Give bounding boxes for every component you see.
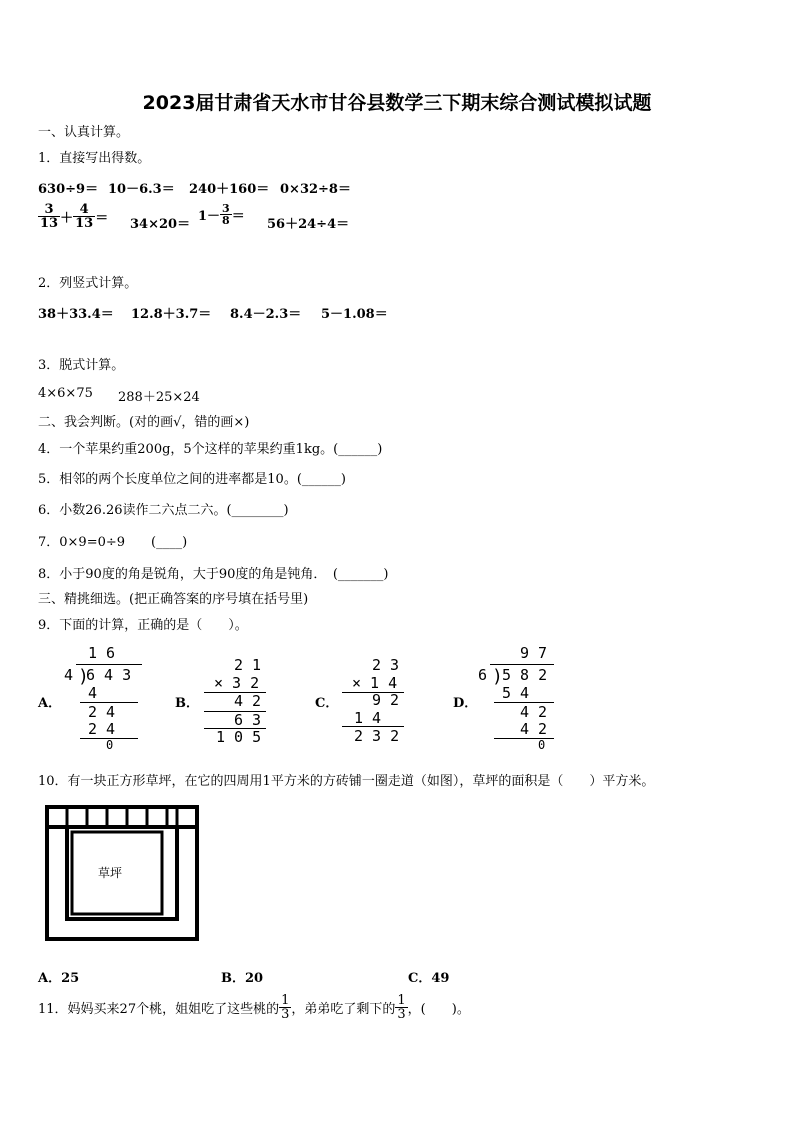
q4: 4．一个苹果约重200g，5个这样的苹果约重1kg。(______): [38, 442, 383, 457]
fraction: $\frac{3}{13}$: [40, 202, 59, 231]
q9-label: 9．下面的计算，正确的是（ ）。: [38, 618, 248, 633]
section-2-heading: 二、我会判断。(对的画√，错的画×): [38, 415, 250, 430]
q2-item-2: 12.8＋3.7＝: [131, 307, 212, 322]
q1-label: 1．直接写出得数。: [38, 151, 151, 166]
q10-option-c: C．49: [408, 971, 450, 986]
q9-option-d-label: D．: [453, 696, 478, 711]
fraction: $\frac{1}{3}$: [397, 993, 406, 1022]
q7: 7．0×9=0÷9 (____): [38, 535, 188, 550]
fraction: $\frac{1}{3}$: [281, 993, 290, 1022]
q9-option-b-multiplication: 2 1 × 3 2 4 2 6 3 1 0 5: [200, 656, 280, 748]
page-title: 2023届甘肃省天水市甘谷县数学三下期末综合测试模拟试题: [142, 92, 652, 114]
q3-label: 3．脱式计算。: [38, 358, 125, 373]
q1-item-5: $\frac{3}{13}$ ＋ $\frac{4}{13}$ ＝: [40, 202, 109, 231]
q9-option-b-label: B．: [175, 696, 199, 711]
q9-option-a-label: A．: [38, 696, 62, 711]
q6: 6．小数26.26读作二六点二六。(________): [38, 503, 289, 518]
q3-item-2: 288＋25×24: [118, 390, 200, 405]
dividend: 5 8 2: [502, 666, 548, 684]
q9-option-c-multiplication: 2 3 × 1 4 9 2 1 4 2 3 2: [338, 656, 418, 748]
section-1-heading: 一、认真计算。: [38, 125, 130, 140]
q2-label: 2．列竖式计算。: [38, 276, 138, 291]
q2-item-4: 5－1.08＝: [321, 307, 388, 322]
q10-label: 10．有一块正方形草坪，在它的四周用1平方米的方砖铺一圈走道（如图），草坪的面积是（ ）平方米。: [38, 774, 655, 789]
divisor: 6: [478, 666, 488, 684]
q1-item-8: 56＋24÷4＝: [267, 217, 350, 232]
quotient: 9 7: [520, 644, 548, 662]
q9-option-a-long-division: 1 6 4 ) 6 4 3 4 2 4 2 4 0: [62, 644, 152, 754]
section-3-heading: 三、精挑细选。(把正确答案的序号填在括号里): [38, 592, 309, 607]
q3-item-1: 4×6×75: [38, 386, 93, 401]
q1-item-7: 1－ $\frac{3}{8}$ ＝: [198, 202, 245, 227]
q8: 8．小于90度的角是锐角，大于90度的角是钝角． (_______): [38, 567, 389, 582]
q9-option-d-long-division: 9 7 6 ) 5 8 2 5 4 4 2 4 2 0: [476, 644, 566, 754]
q10-option-b: B．20: [221, 971, 264, 986]
lawn-label: 草坪: [98, 866, 123, 880]
q1-item-4: 0×32÷8＝: [280, 182, 351, 197]
q1-item-1: 630÷9＝: [38, 182, 99, 197]
q10-option-a: A．25: [38, 971, 80, 986]
q1-item-6: 34×20＝: [130, 217, 191, 232]
quotient: 1 6: [88, 644, 116, 662]
q2-item-3: 8.4－2.3＝: [230, 307, 302, 322]
divisor: 4: [64, 666, 74, 684]
q5: 5．相邻的两个长度单位之间的进率都是10。(______): [38, 472, 346, 487]
q1-item-3: 240＋160＝: [189, 182, 270, 197]
fraction: $\frac{3}{8}$: [222, 202, 230, 227]
dividend: 6 4 3: [86, 666, 132, 684]
q9-option-c-label: C．: [315, 696, 339, 711]
fraction: $\frac{4}{13}$: [75, 202, 94, 231]
q2-item-1: 38＋33.4＝: [38, 307, 114, 322]
q11: 11．妈妈买来27个桃，姐姐吃了这些桃的 $\frac{1}{3}$ ，弟弟吃了剩下的 $\frac{1}{3}$ ，( )。: [38, 993, 470, 1022]
q1-item-2: 10－6.3＝: [108, 182, 175, 197]
